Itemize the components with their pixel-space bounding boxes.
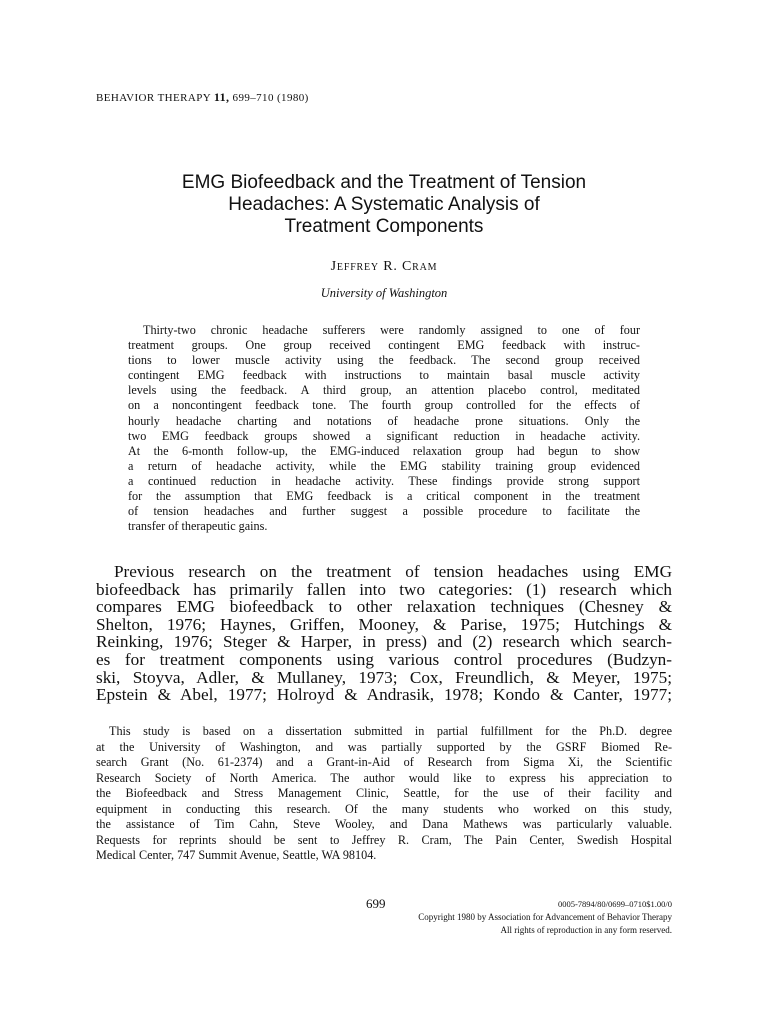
footnote-line: equipment in conducting this research. Of the many students who worked on this study,	[96, 801, 672, 816]
abstract-line: a continued reduction in headache activity. These findings provide strong support	[128, 473, 640, 488]
abstract-line: a return of headache activity, while the EMG stability training group evidenced	[128, 458, 640, 473]
footnote-line: search Grant (No. 61-2374) and a Grant-in-Aid of Research from Sigma Xi, the Scientific	[96, 755, 672, 770]
acknowledgment-footnote	[96, 724, 672, 864]
title-line: EMG Biofeedback and the Treatment of Tension	[181, 172, 587, 193]
abstract-line: Thirty-two chronic headache sufferers were randomly assigned to one of four	[143, 323, 640, 337]
body-line: Reinking, 1976; Steger & Harper, in press) and (2) research which search-	[96, 632, 672, 652]
body-line: compares EMG biofeedback to other relaxation techniques (Chesney &	[96, 597, 672, 617]
copyright-line: Copyright 1980 by Association for Advancement of Behavior Therapy	[418, 912, 672, 922]
copyright-notice	[418, 911, 672, 937]
footnote-line: Medical Center, 747 Summit Avenue, Seattle, WA 98104.	[96, 848, 377, 863]
abstract-line: At the 6-month follow-up, the EMG-induced relaxation group had begun to show	[128, 443, 640, 458]
body-paragraph	[96, 563, 672, 704]
footnote-line: This study is based on a dissertation submitted in partial fulfillment for the Ph.D. degree	[109, 724, 672, 738]
abstract-line: levels using the feedback. A third group, an attention placebo control, meditated	[128, 383, 640, 398]
abstract-line: on a noncontingent feedback tone. The fourth group controlled for the effects of	[128, 398, 640, 413]
author-name: Jeffrey R. Cram	[330, 259, 438, 274]
page-number: 699	[366, 896, 386, 911]
body-line: es for treatment components using various control procedures (Budzyn-	[96, 649, 672, 669]
footnote-line: at the University of Washington, and was partially supported by the GSRF Biomed Re-	[96, 739, 672, 754]
journal-name: BEHAVIOR THERAPY	[96, 92, 211, 104]
abstract-line: for the assumption that EMG feedback is a critical component in the treatment	[128, 489, 640, 504]
body-line: Previous research on the treatment of tension headaches using EMG	[114, 562, 672, 581]
running-head	[96, 90, 309, 105]
rights-line: All rights of reproduction in any form reserved.	[500, 925, 672, 935]
abstract	[128, 323, 640, 534]
footnote-line: Requests for reprints should be sent to Jeffrey R. Cram, The Pain Center, Swedish Hospital	[96, 832, 672, 847]
body-line: ski, Stoyva, Adler, & Mullaney, 1973; Cox, Freundlich, & Meyer, 1975;	[96, 667, 672, 687]
pages-year: 699–710 (1980)	[232, 92, 309, 104]
footnote-line: the Biofeedback and Stress Management Clinic, Seattle, for the use of their facility and	[96, 786, 672, 801]
footnote-line: the assistance of Tim Cahn, Steve Wooley, and Dana Mathews was particularly valuable.	[96, 817, 672, 832]
body-line: Epstein & Abel, 1977; Holroyd & Andrasik, 1978; Kondo & Canter, 1977;	[96, 685, 672, 705]
abstract-line: two EMG feedback groups showed a significant reduction in headache activity.	[128, 428, 640, 443]
body-line: biofeedback has primarily fallen into two categories: (1) research which	[96, 579, 672, 599]
abstract-line: hourly headache charting and notations of headache prone situations. Only the	[128, 413, 640, 428]
abstract-line: of tension headaches and further suggest a possible procedure to facilitate the	[128, 504, 640, 519]
abstract-line: tions to lower muscle activity using the feedback. The second group received	[128, 353, 640, 368]
abstract-line: contingent EMG feedback with instructions to maintain basal muscle activity	[128, 368, 640, 383]
article-title	[96, 172, 672, 238]
footnote-line: Research Society of North America. The author would like to express his appreciation to	[96, 770, 672, 785]
volume-number: 11,	[213, 90, 230, 104]
title-line: Treatment Components	[284, 216, 484, 237]
abstract-line: treatment groups. One group received contingent EMG feedback with instruc-	[128, 338, 640, 353]
author-affiliation: University of Washington	[320, 286, 448, 300]
abstract-line: transfer of therapeutic gains.	[128, 519, 268, 534]
title-line: Headaches: A Systematic Analysis of	[228, 194, 540, 215]
body-line: Shelton, 1976; Haynes, Griffen, Mooney, & Parise, 1975; Hutchings &	[96, 614, 672, 634]
issn-code: 0005-7894/80/0699–0710$1.00/0	[557, 899, 672, 909]
